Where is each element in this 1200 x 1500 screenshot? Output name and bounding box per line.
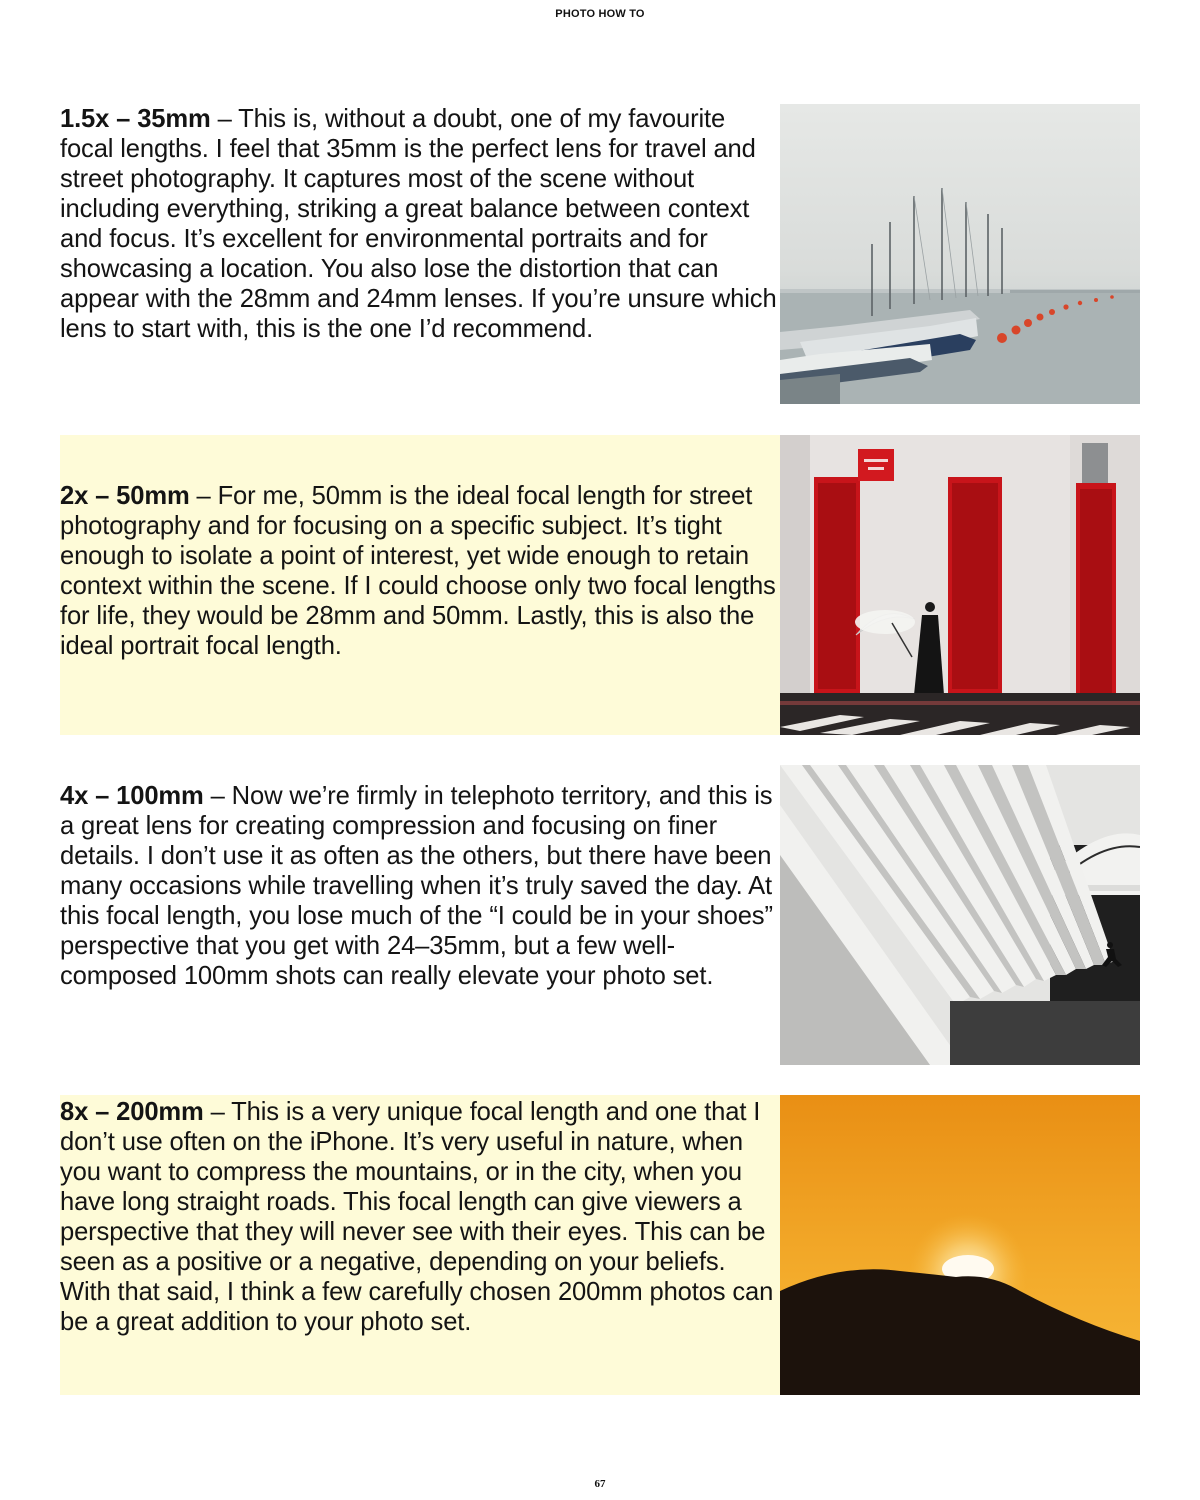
- entry-50mm-lead: 2x – 50mm: [60, 482, 190, 510]
- entry-200mm-body: – This is a very unique focal length and one that I don’t use often on the iPhone. It’s very useful in nature, when you want to compress the mountains, or in the city, when you have long straight roads. This focal length can give viewers a perspective that they will never see with their eyes. This can be seen as a positive or a negative, depending on your beliefs. With that said, I think a few carefully chosen 200mm photos can be a great addition to your photo set.: [60, 1098, 774, 1336]
- running-head: PHOTO HOW TO: [555, 8, 645, 20]
- red-doorways-image: [780, 435, 1140, 735]
- entry-200mm-text: [60, 1095, 780, 1337]
- entry-50mm-body: – For me, 50mm is the ideal focal length for street photography and for focusing on a specific subject. It’s tight enough to isolate a point of interest, yet wide enough to retain context within the scene. If I could choose only two focal lengths for life, they would be 28mm and 50mm. Lastly, this is also the ideal portrait focal length.: [60, 482, 776, 660]
- entry-100mm-text: [60, 781, 780, 991]
- photo-red-doorways: [780, 435, 1140, 735]
- entry-35mm: [60, 104, 780, 344]
- entry-35mm-body: – This is, without a doubt, one of my favourite focal lengths. I feel that 35mm is the perfect lens for travel and street photography. It captures most of the scene without including everything, striking a great balance between context and focus. It’s excellent for environmental portraits and for showcasing a location. You also lose the distortion that can appear with the 28mm and 24mm lenses. If you’re unsure which lens to start with, this is the one I’d recommend.: [60, 105, 777, 343]
- sunset-mountain-image: [780, 1095, 1140, 1395]
- photo-foggy-harbour: [780, 104, 1140, 404]
- entry-50mm: [60, 435, 780, 735]
- entry-200mm: [60, 1095, 780, 1395]
- photo-architecture-ribs: [780, 765, 1140, 1065]
- architecture-ribs-image: [780, 765, 1140, 1065]
- entry-200mm-lead: 8x – 200mm: [60, 1098, 204, 1126]
- entry-50mm-text: [60, 435, 780, 661]
- page-number: 67: [594, 1478, 606, 1490]
- entry-100mm-lead: 4x – 100mm: [60, 782, 204, 810]
- entry-35mm-lead: 1.5x – 35mm: [60, 105, 211, 133]
- entry-100mm-body: – Now we’re firmly in telephoto territory, and this is a great lens for creating compression and focusing on finer details. I don’t use it as often as the others, but there have been many occasions while travelling when it’s truly saved the day. At this focal length, you lose much of the “I could be in your shoes” perspective that you get with 24–35mm, but a few well-composed 100mm shots can really elevate your photo set.: [60, 782, 773, 990]
- foggy-harbour-image: [780, 104, 1140, 404]
- entry-100mm: [60, 781, 780, 991]
- photo-sunset-mountain: [780, 1095, 1140, 1395]
- entry-35mm-text: [60, 104, 780, 344]
